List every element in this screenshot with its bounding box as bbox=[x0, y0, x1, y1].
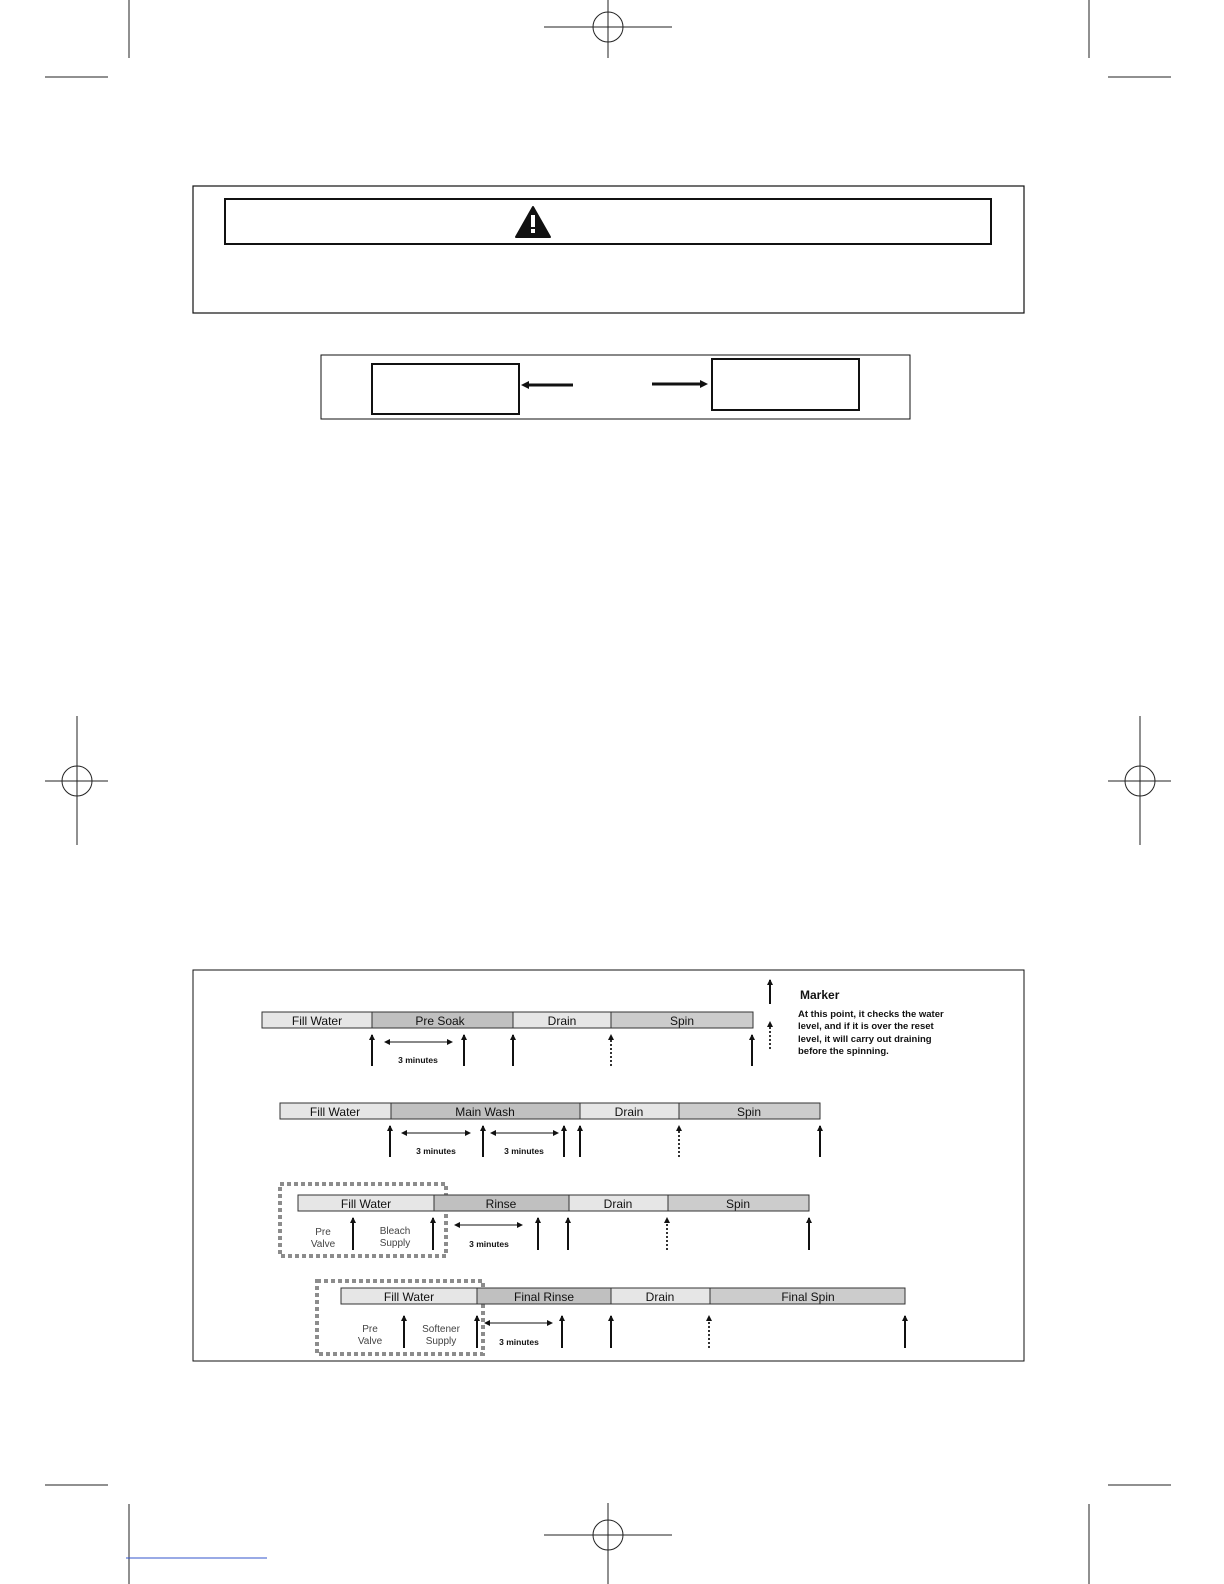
segment-label: Drain bbox=[603, 1197, 633, 1211]
interval-label: 3 minutes bbox=[499, 1337, 539, 1347]
legend-line: At this point, it checks the water bbox=[798, 1009, 944, 1020]
cycle-final-rinse bbox=[317, 1281, 905, 1354]
segment-label: Drain bbox=[547, 1014, 577, 1028]
interval-label: 3 minutes bbox=[416, 1146, 456, 1156]
valve-label: Valve bbox=[357, 1336, 383, 1347]
legend-title: Marker bbox=[800, 988, 840, 1002]
segment-label: Spin bbox=[669, 1014, 695, 1028]
segment-label: Fill Water bbox=[291, 1014, 343, 1028]
segment-label: Spin bbox=[736, 1105, 762, 1119]
arrow-box bbox=[321, 355, 910, 419]
segment-label: Fill Water bbox=[309, 1105, 361, 1119]
valve-label: Pre bbox=[362, 1324, 378, 1335]
crop-marks bbox=[45, 0, 1171, 1584]
interval-label: 3 minutes bbox=[469, 1239, 509, 1249]
registration-mark-right bbox=[1108, 716, 1171, 845]
registration-mark-bottom bbox=[544, 1503, 672, 1584]
segment-label: Pre Soak bbox=[415, 1014, 465, 1028]
valve-label: Pre bbox=[315, 1227, 331, 1238]
segment-label: Final Rinse bbox=[513, 1290, 575, 1304]
warning-triangle-icon bbox=[516, 207, 550, 237]
registration-mark-left bbox=[45, 716, 108, 845]
registration-mark-top bbox=[544, 0, 672, 58]
segment-label: Fill Water bbox=[340, 1197, 392, 1211]
segment-label: Drain bbox=[614, 1105, 644, 1119]
valve-label: Softener bbox=[422, 1324, 460, 1335]
cycle-main-wash bbox=[280, 1103, 820, 1157]
segment-label: Spin bbox=[725, 1197, 751, 1211]
right-panel bbox=[712, 359, 859, 410]
valve-label: Supply bbox=[425, 1336, 457, 1347]
valve-label: Bleach bbox=[379, 1226, 411, 1237]
valve-label: Supply bbox=[379, 1238, 411, 1249]
interval-label: 3 minutes bbox=[504, 1146, 544, 1156]
legend bbox=[770, 980, 944, 1057]
segment-label: Fill Water bbox=[383, 1290, 435, 1304]
legend-line: level, it will carry out draining bbox=[798, 1034, 932, 1045]
segment-label: Drain bbox=[645, 1290, 675, 1304]
cycle-pre-soak bbox=[262, 1012, 753, 1066]
left-panel bbox=[372, 364, 519, 414]
valve-label: Valve bbox=[310, 1239, 336, 1250]
legend-line: before the spinning. bbox=[798, 1046, 889, 1057]
segment-label: Rinse bbox=[485, 1197, 517, 1211]
segment-label: Final Spin bbox=[781, 1290, 835, 1304]
caution-box bbox=[193, 186, 1024, 313]
legend-line: level, and if it is over the reset bbox=[798, 1021, 934, 1032]
cycle-rinse bbox=[280, 1184, 809, 1256]
wash-cycle-diagram bbox=[193, 970, 1024, 1361]
segment-label: Main Wash bbox=[455, 1105, 515, 1119]
interval-label: 3 minutes bbox=[398, 1055, 438, 1065]
